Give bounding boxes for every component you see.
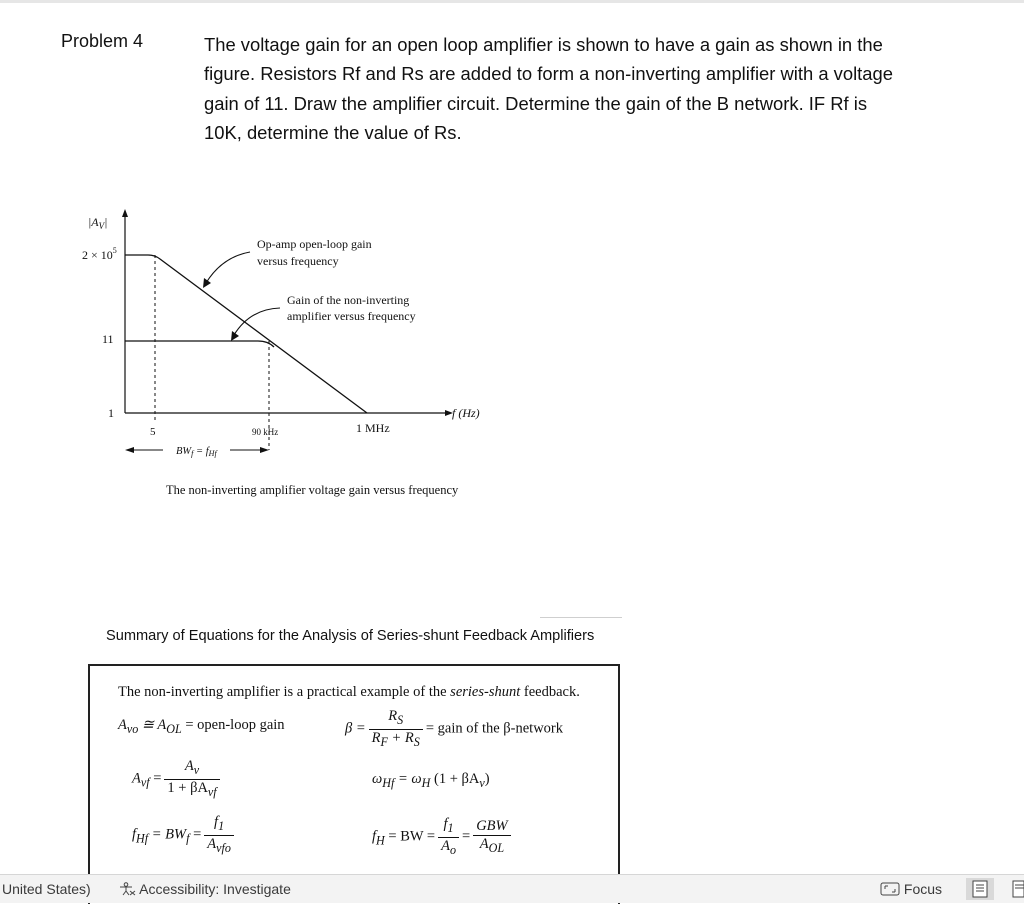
print-layout-view-button[interactable] bbox=[966, 878, 994, 900]
bw-arrow-left-head bbox=[125, 447, 134, 453]
accessibility-label: Accessibility: Investigate bbox=[139, 881, 291, 897]
noninv-annotation-line2: amplifier versus frequency bbox=[287, 309, 416, 323]
accessibility-icon bbox=[118, 882, 136, 896]
print-layout-icon bbox=[966, 878, 994, 900]
focus-mode-button[interactable] bbox=[880, 881, 942, 897]
openloop-annotation-line1: Op-amp open-loop gain bbox=[257, 237, 372, 251]
y-tick-low: 1 bbox=[108, 406, 114, 420]
problem-line: figure. Resistors Rf and Rs are added to form a non-inverting amplifier with a voltage bbox=[204, 63, 893, 85]
problem-line: The voltage gain for an open loop amplifier is shown to have a gain as shown in the bbox=[204, 34, 883, 55]
summary-intro: The non-inverting amplifier is a practical example of the series-shunt feedback. bbox=[118, 684, 580, 700]
problem-line: 10K, determine the value of Rs. bbox=[204, 122, 462, 144]
focus-label: Focus bbox=[903, 881, 943, 897]
language-status[interactable]: United States) bbox=[2, 881, 91, 897]
eq-avf: $A_{vf}$ = $\frac{A_v}{1 + \beta A_{vf}}$ bbox=[132, 758, 223, 801]
y-tick-top: $2 \times 10^5$ bbox=[82, 246, 117, 262]
eq-open-loop-gain: $A_{vo}$ ≅ $A_{OL}$ = open-loop gain bbox=[118, 717, 285, 736]
problem-line: gain of 11. Draw the amplifier circuit. Determine the gain of the B network. IF Rf is bbox=[204, 92, 868, 114]
bw-label: BWf = fHf bbox=[176, 446, 217, 458]
openloop-annotation-line2: versus frequency bbox=[257, 254, 339, 268]
bw-arrow-right-head bbox=[260, 447, 269, 453]
x-axis-label: f (Hz) bbox=[452, 406, 480, 420]
eq-fhf: $f_{Hf} = BW_f$ = $\frac{f_1}{A_{vfo}}$ bbox=[132, 814, 237, 857]
problem-statement bbox=[204, 30, 994, 148]
eq-fh: $f_H$ = BW = $\frac{f_1}{A_o}$ = $\frac{\text{GBW}}{A_{OL}}$ bbox=[372, 816, 514, 859]
accessibility-status[interactable] bbox=[118, 881, 291, 897]
focus-icon bbox=[880, 882, 900, 896]
eq-omega-hf: $\omega_{Hf} = \omega_H$ $(1 + \beta A_v)$ bbox=[372, 771, 490, 790]
equations-box bbox=[88, 664, 620, 904]
status-bar bbox=[0, 874, 1024, 903]
summary-title: Summary of Equations for the Analysis of Series-shunt Feedback Amplifiers bbox=[106, 628, 595, 644]
gain-frequency-figure bbox=[0, 195, 620, 515]
noninverting-gain-curve bbox=[125, 341, 274, 347]
openloop-arrow-head bbox=[203, 278, 211, 288]
web-layout-view-button[interactable] bbox=[1010, 878, 1024, 900]
y-axis-arrow bbox=[122, 209, 128, 217]
open-loop-gain-curve bbox=[125, 255, 367, 413]
openloop-annotation-arrow bbox=[206, 252, 250, 283]
x-tick-right: 1 MHz bbox=[356, 421, 390, 435]
figure-caption: The non-inverting amplifier voltage gain versus frequency bbox=[166, 483, 459, 497]
eq-beta: β = $\frac{R_S}{R_F + R_S}$ = gain of the β-network bbox=[345, 708, 563, 749]
problem-label: Problem 4 bbox=[61, 31, 144, 51]
x-tick-left: 5 bbox=[150, 426, 156, 438]
y-tick-mid: 11 bbox=[102, 332, 114, 346]
web-layout-icon bbox=[1010, 878, 1024, 900]
divider bbox=[540, 617, 622, 618]
noninv-annotation-line1: Gain of the non-inverting bbox=[287, 293, 410, 307]
y-axis-label: $|A_V|$ bbox=[88, 215, 108, 231]
x-tick-mid: 90 kHz bbox=[252, 427, 279, 437]
top-border bbox=[0, 0, 1024, 3]
